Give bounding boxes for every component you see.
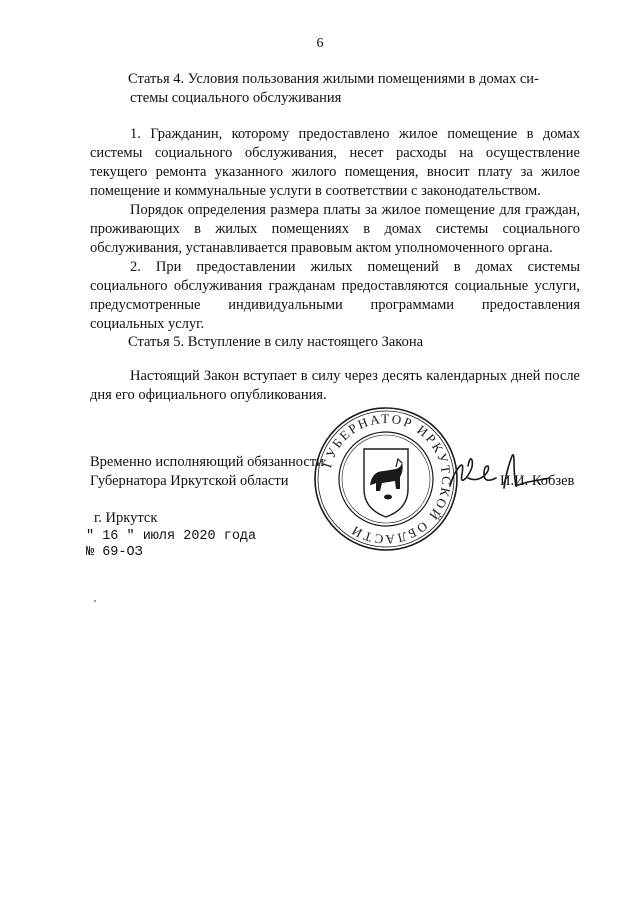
article5-heading: Статья 5. Вступление в силу настоящего Закона [128, 334, 424, 350]
article4-paragraph-2: Порядок определения размера платы за жилое помещение для граждан, проживающих в жилых помещениях в домах системы социального обслуживания, устанавливается правовым актом уполномоченного органа. [90, 202, 580, 256]
official-seal [312, 405, 460, 553]
article4-paragraph-3: 2. При предоставлении жилых помещений в домах системы социального обслуживания гражданам предоставляются социальные услуги, предусмотренные индивидуальными программами предоставления социальных услуг. [90, 259, 580, 332]
page-number: 6 [316, 36, 324, 51]
scan-speck [94, 600, 96, 602]
signing-date: " 16 " июля 2020 года [86, 529, 257, 544]
signatory-name: И.И. Кобзев [500, 473, 575, 489]
signatory-title-line2: Губернатора Иркутской области [90, 473, 289, 489]
signatory-title-line1: Временно исполняющий обязанности [90, 454, 324, 470]
law-number: № 69-ОЗ [86, 545, 143, 560]
svg-text:ГУБЕРНАТОР ИРКУТСКОЙ ОБЛАСТИ: ГУБЕРНАТОР ИРКУТСКОЙ ОБЛАСТИ [319, 410, 455, 548]
article5-paragraph-1: Настоящий Закон вступает в силу через десять календарных дней после дня его официального опубликования. [90, 368, 580, 403]
article4-paragraph-1: 1. Гражданин, которому предоставлено жилое помещение в домах системы социального обслуживания, несет расходы на осуществление текущего ремонта указанного жилого помещения, вносит плату за жилое помещение и коммунальные услуги в соответствии с законодательством. [90, 126, 580, 199]
article4-heading-line1: Статья 4. Условия пользования жилыми помещениями в домах си- [128, 71, 539, 87]
article4-heading-line2: стемы социального обслуживания [130, 90, 342, 106]
place-of-signing: г. Иркутск [94, 510, 158, 526]
